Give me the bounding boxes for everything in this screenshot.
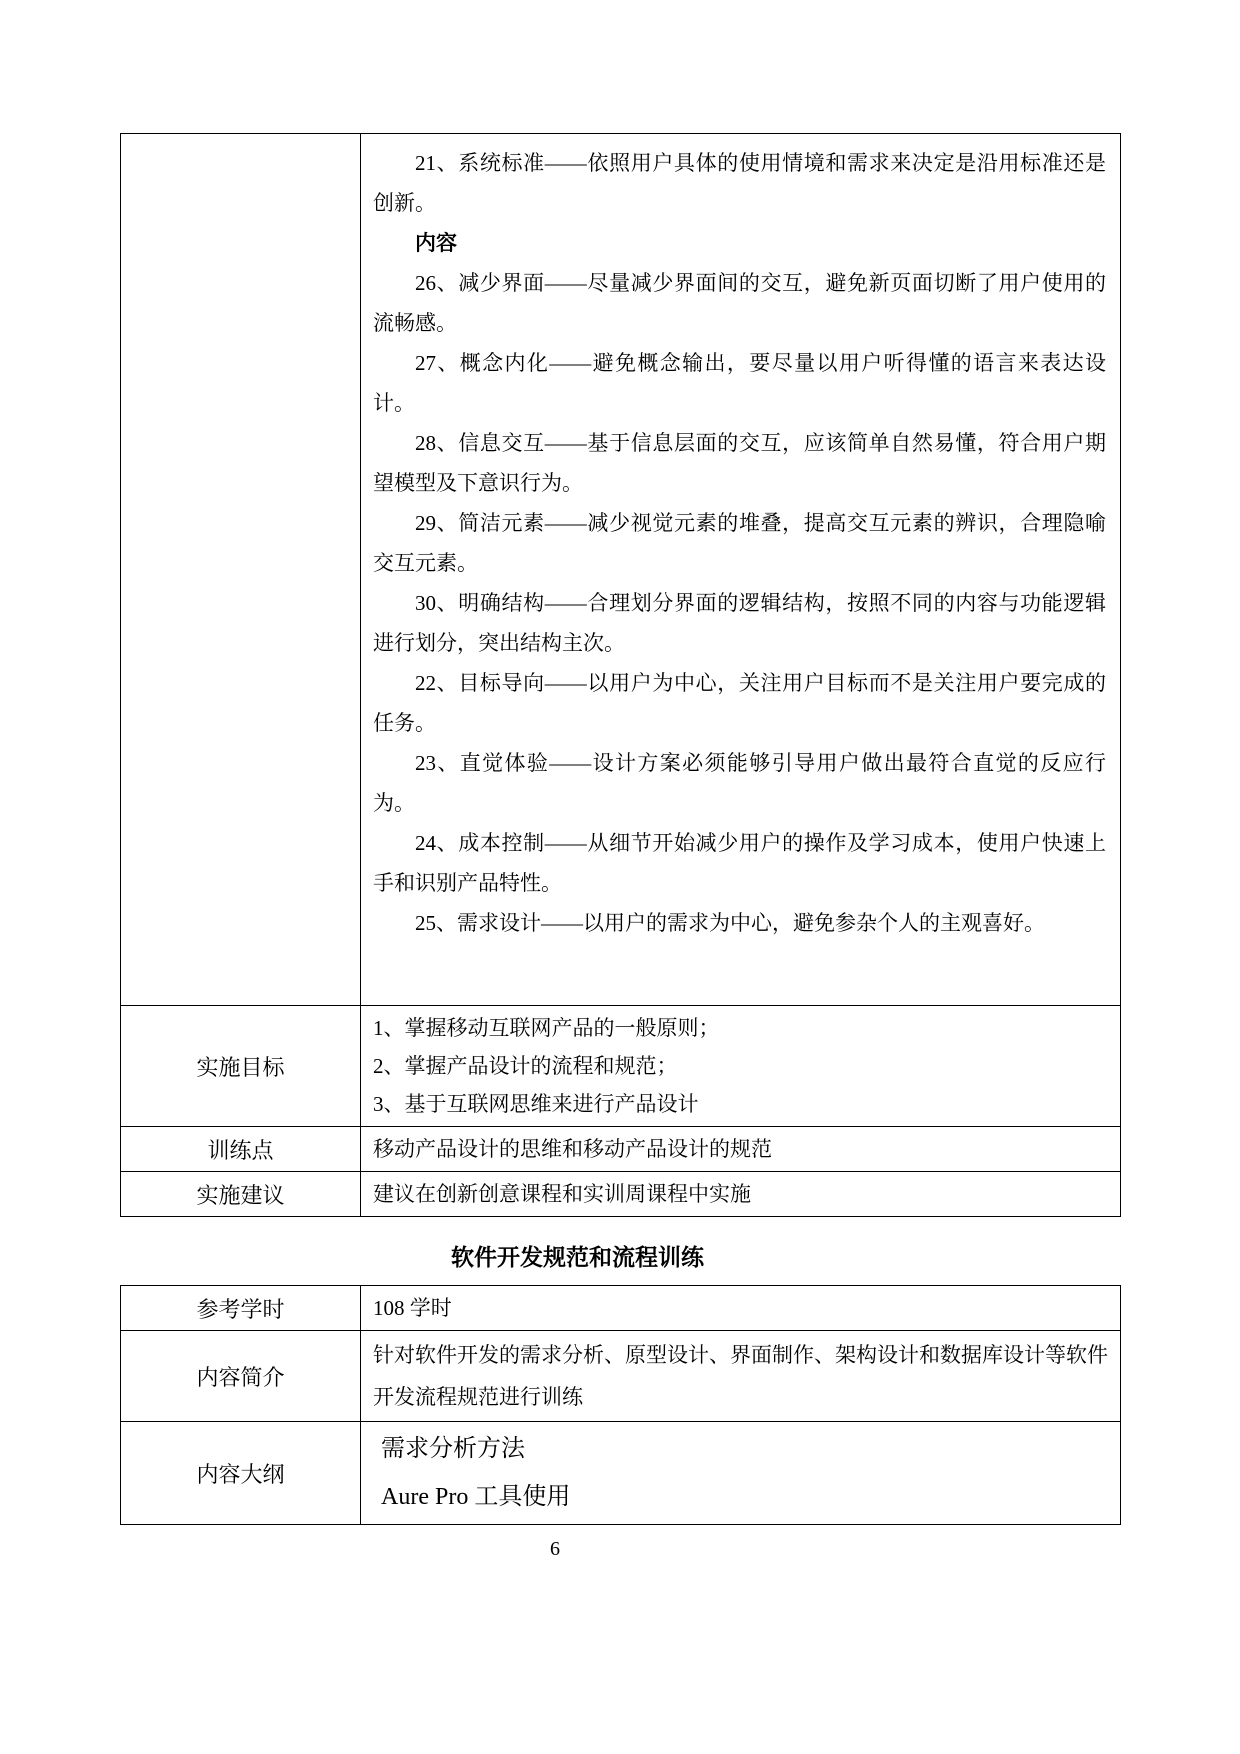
training-points-cell [361,1127,1121,1172]
table-row-implementation-goals [121,1006,1121,1127]
advice-line: 建议在创新创意课程和实训周课程中实施 [373,1182,751,1206]
outline-item-line: Aure Pro 工具使用 [381,1484,571,1510]
table-row-reference-hours [121,1286,1121,1331]
page-number: 6 [550,1538,560,1560]
reference-hours-cell [361,1286,1121,1331]
goal-line: 3、基于互联网思维来进行产品设计 [373,1092,699,1116]
principle-paragraph: 24、成本控制——从细节开始减少用户的操作及学习成本，使用户快速上手和识别产品特性。 [373,831,1106,895]
page-content [120,133,1121,1525]
principle-paragraph: 30、明确结构——合理划分界面的逻辑结构，按照不同的内容与功能逻辑进行划分，突出结构主次。 [373,591,1106,655]
outline-item-line: 需求分析方法 [381,1436,525,1462]
content-outline-cell [361,1422,1121,1525]
principle-paragraph: 25、需求设计——以用户的需求为中心，避免参杂个人的主观喜好。 [415,911,1045,935]
principle-paragraph: 26、减少界面——尽量减少界面间的交互，避免新页面切断了用户使用的流畅感。 [373,271,1106,335]
table-row-implementation-advice [121,1172,1121,1217]
principle-paragraph: 29、简洁元素——减少视觉元素的堆叠，提高交互元素的辨识，合理隐喻交互元素。 [373,511,1106,575]
row-label-content-outline: 内容大纲 [121,1422,361,1525]
row-label-implementation-goals: 实施目标 [121,1006,361,1127]
content-subheading: 内容 [415,231,457,255]
table-row-training-points [121,1127,1121,1172]
goal-line: 1、掌握移动互联网产品的一般原则； [373,1016,720,1040]
principle-paragraph: 21、系统标准——依照用户具体的使用情境和需求来决定是沿用标准还是创新。 [373,151,1106,215]
content-intro-cell [361,1331,1121,1422]
principle-paragraph: 23、直觉体验——设计方案必须能够引导用户做出最符合直觉的反应行为。 [373,751,1106,815]
training-point-line: 移动产品设计的思维和移动产品设计的规范 [373,1137,772,1161]
row-label-reference-hours: 参考学时 [121,1286,361,1331]
section-title: 软件开发规范和流程训练 [451,1245,704,1270]
design-principles-cell [361,134,1121,1006]
goal-line: 2、掌握产品设计的流程和规范； [373,1054,678,1078]
table-row-content-outline2 [121,1422,1121,1525]
principle-paragraph: 22、目标导向——以用户为中心，关注用户目标而不是关注用户要完成的任务。 [373,671,1106,735]
training-table-software-dev [120,1285,1121,1525]
row-label-training-points: 训练点 [121,1127,361,1172]
implementation-advice-cell [361,1172,1121,1217]
implementation-goals-cell [361,1006,1121,1127]
row-label-content-intro: 内容简介 [121,1331,361,1422]
row-label-implementation-advice: 实施建议 [121,1172,361,1217]
content-intro-line: 针对软件开发的需求分析、原型设计、界面制作、架构设计和数据库设计等软件开发流程规范进行训练 [373,1343,1108,1409]
table-row-content-outline [121,134,1121,1006]
principle-paragraph: 27、概念内化——避免概念输出，要尽量以用户听得懂的语言来表达设计。 [373,351,1106,415]
reference-hours-line: 108 学时 [373,1296,452,1320]
training-table-mobile-product [120,133,1121,1217]
principle-paragraph: 28、信息交互——基于信息层面的交互，应该简单自然易懂，符合用户期望模型及下意识行为。 [373,431,1106,495]
table-row-content-intro [121,1331,1121,1422]
empty-label-cell [121,134,361,1006]
